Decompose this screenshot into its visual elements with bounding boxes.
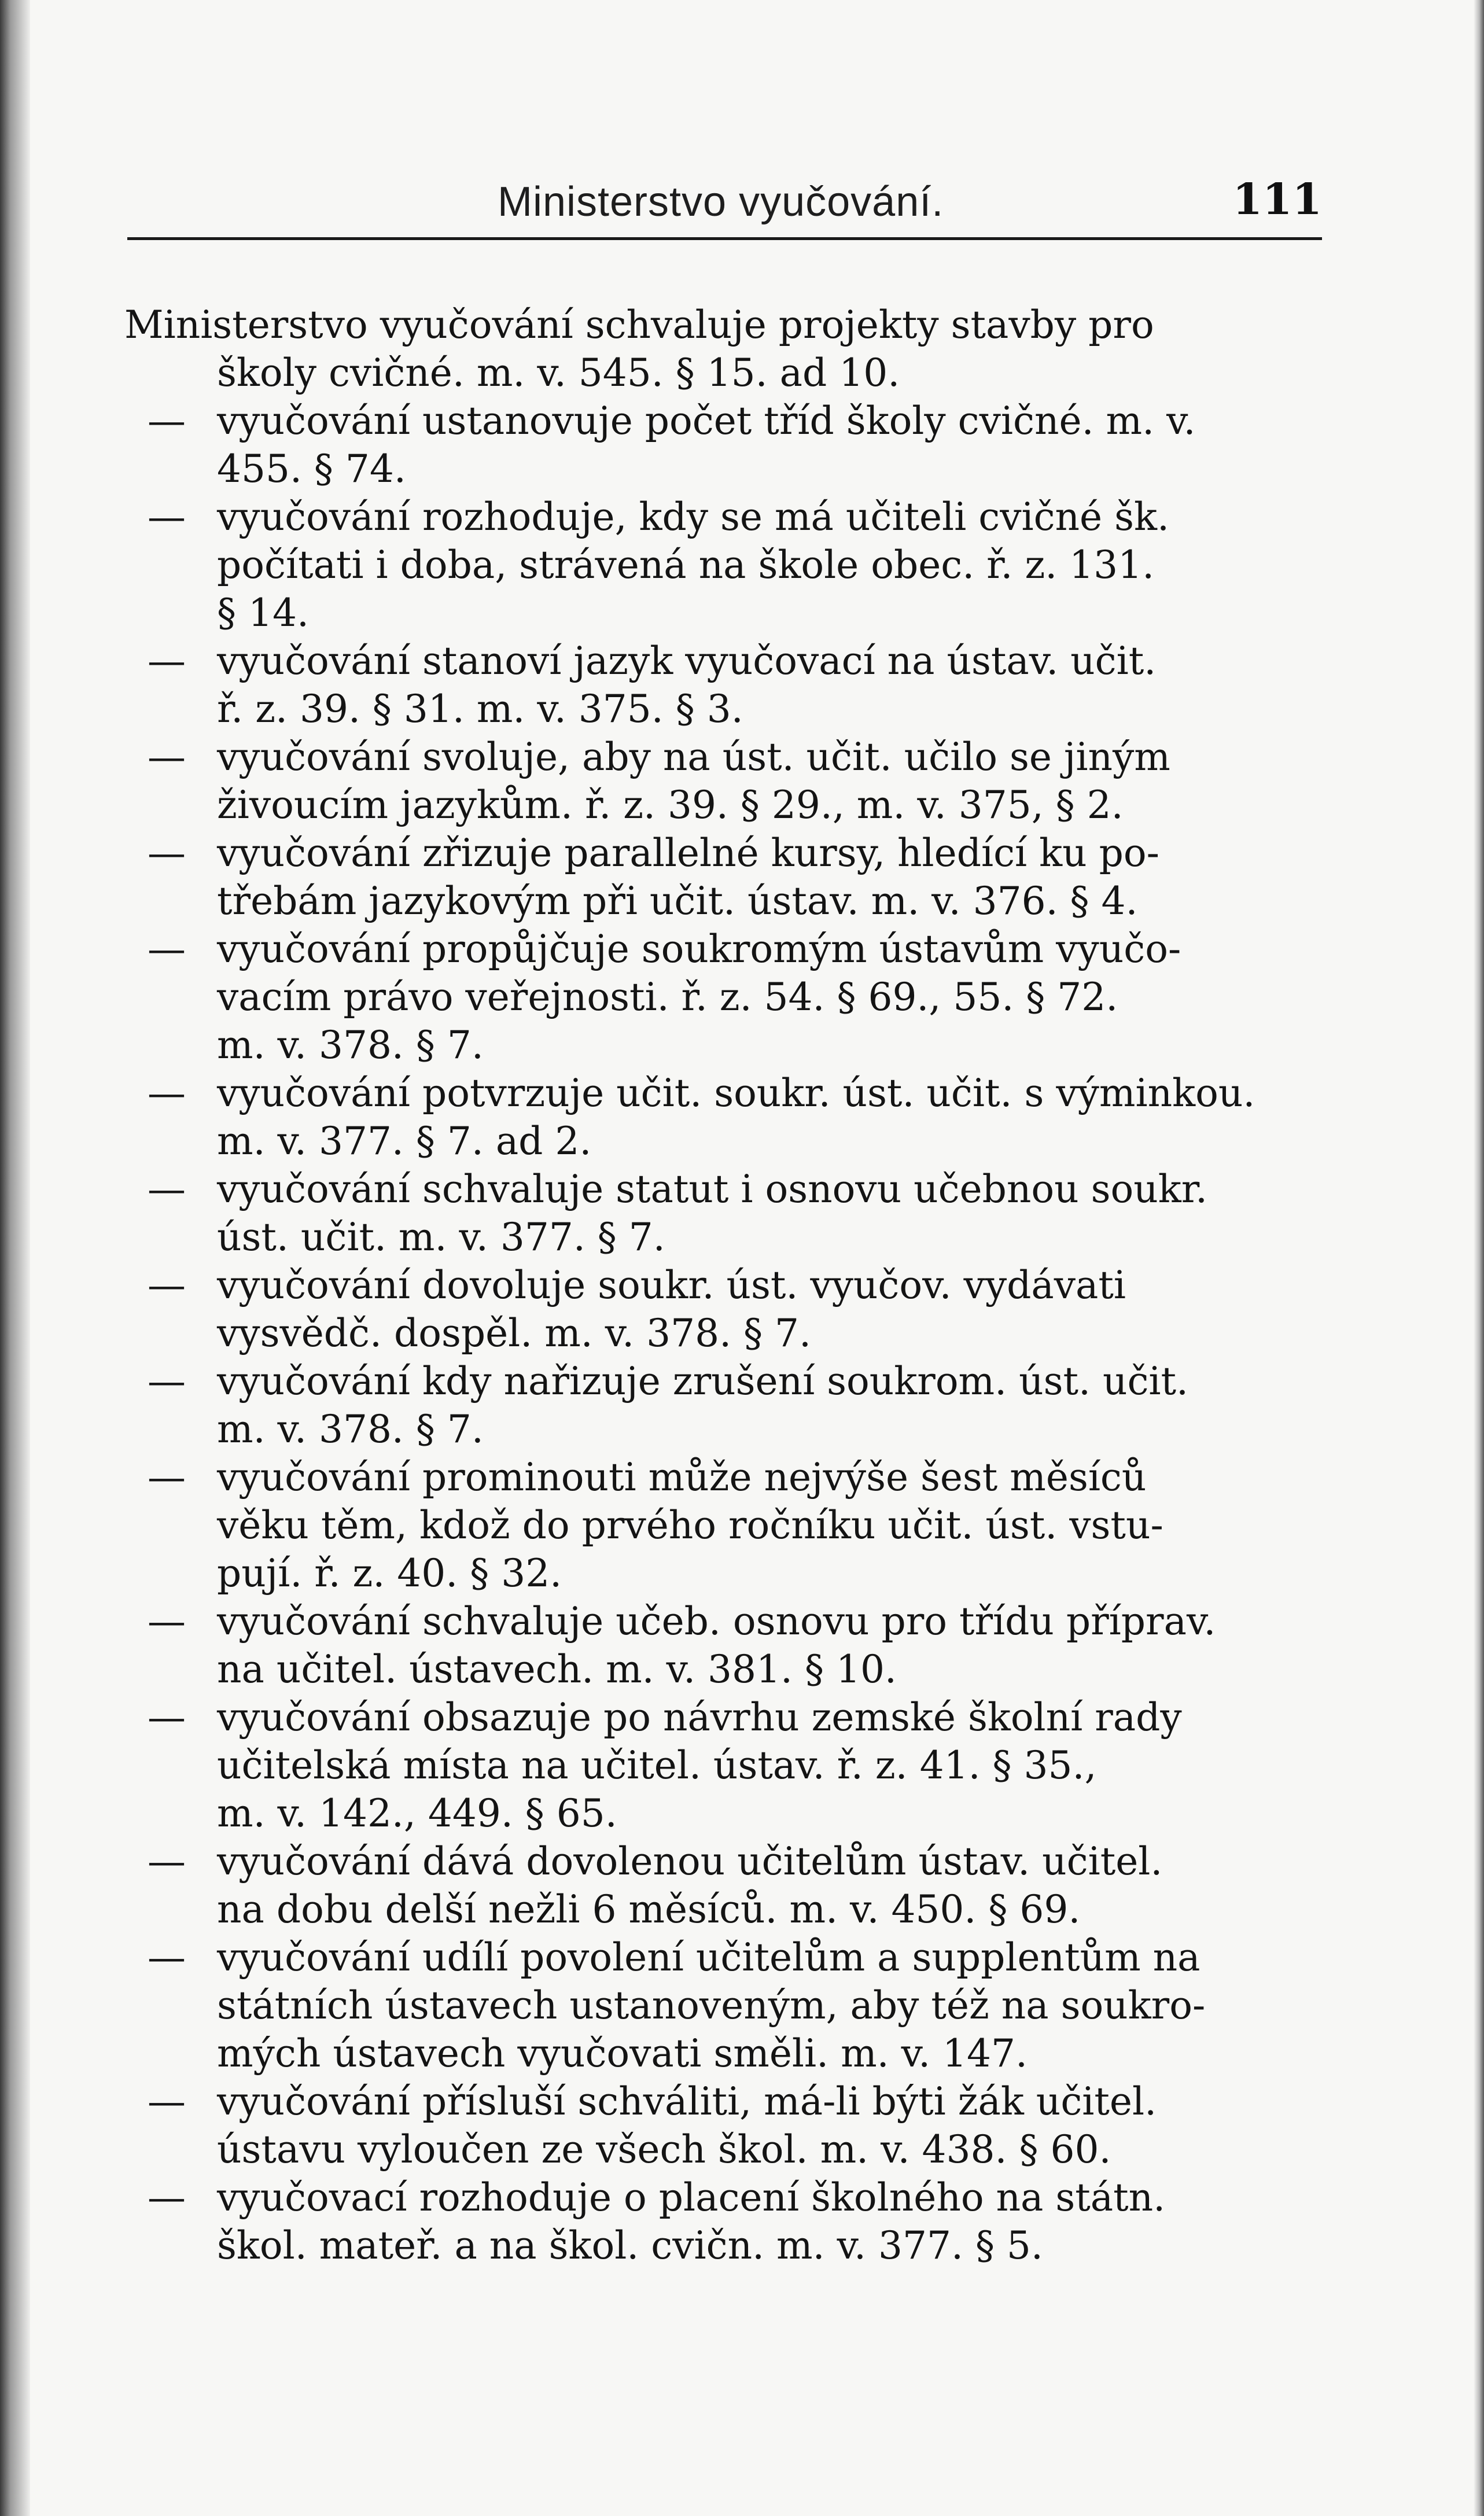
page-right-edge [1474, 0, 1484, 2516]
entry-line: vyučování dovoluje soukr. úst. vyučov. vydávati [217, 1263, 1126, 1307]
entry-line: § 14. [217, 591, 309, 635]
index-entries [124, 301, 1328, 2270]
entry-dash: — [148, 1167, 186, 1211]
index-entry [124, 829, 1328, 925]
entry-line: vyučování zřizuje parallelné kursy, hledící ku po- [217, 831, 1159, 875]
entry-dash: — [148, 1359, 186, 1403]
index-entry [124, 1837, 1328, 1933]
entry-line: vyučování ustanovuje počet tříd školy cvičné. m. v. [217, 399, 1196, 443]
running-header [127, 174, 1322, 243]
entry-line: státních ústavech ustanoveným, aby též na soukro- [217, 1983, 1206, 2028]
page-left-edge [0, 0, 30, 2516]
entry-line: škol. mateř. a na škol. cvičn. m. v. 377. § 5. [217, 2223, 1043, 2268]
index-entry [124, 1693, 1328, 1837]
entry-line: počítati i doba, strávená na škole obec. ř. z. 131. [217, 543, 1155, 587]
entry-dash: — [148, 399, 186, 443]
entry-line: vyučování propůjčuje soukromým ústavům vyučo- [217, 927, 1181, 971]
index-entry [124, 1165, 1328, 1261]
entry-dash: — [148, 495, 186, 539]
entry-dash: — [148, 2175, 186, 2220]
entry-line: učitelská místa na učitel. ústav. ř. z. 41. § 35., [217, 1743, 1097, 1788]
entry-line: školy cvičné. m. v. 545. § 15. ad 10. [217, 351, 900, 395]
entry-dash: — [148, 1935, 186, 1980]
page-number: 111 [1232, 175, 1322, 224]
index-entry [124, 2174, 1328, 2270]
entry-line: na učitel. ústavech. m. v. 381. § 10. [217, 1647, 897, 1692]
entry-line: vacím právo veřejnosti. ř. z. 54. § 69., 55. § 72. [217, 975, 1118, 1019]
entry-line: vyučování udílí povolení učitelům a supplentům na [217, 1935, 1201, 1980]
index-entry [124, 1357, 1328, 1453]
index-entry [124, 2077, 1328, 2174]
index-entry [124, 1261, 1328, 1357]
entry-line: živoucím jazykům. ř. z. 39. § 29., m. v. 375, § 2. [217, 783, 1124, 827]
entry-line: m. v. 377. § 7. ad 2. [217, 1119, 592, 1163]
entry-line: mých ústavech vyučovati směli. m. v. 147. [217, 2031, 1028, 2076]
entry-line: vysvědč. dospěl. m. v. 378. § 7. [217, 1311, 812, 1355]
running-title: Ministerstvo vyučování. [498, 179, 944, 225]
entry-line: m. v. 142., 449. § 65. [217, 1791, 617, 1836]
index-entry [124, 925, 1328, 1069]
entry-dash: — [148, 1599, 186, 1644]
entry-dash: — [148, 1455, 186, 1500]
entry-line: m. v. 378. § 7. [217, 1407, 484, 1452]
entry-line: vyučovací rozhoduje o placení školného na státn. [217, 2175, 1166, 2220]
entry-line: m. v. 378. § 7. [217, 1023, 484, 1067]
entry-line: vyučování potvrzuje učit. soukr. úst. učit. s výminkou. [217, 1071, 1255, 1115]
entry-dash: — [148, 1695, 186, 1740]
entry-line: třebám jazykovým při učit. ústav. m. v. 376. § 4. [217, 879, 1138, 923]
entry-line: pují. ř. z. 40. § 32. [217, 1551, 562, 1596]
entry-line: vyučování kdy nařizuje zrušení soukrom. úst. učit. [217, 1359, 1189, 1403]
index-entry [124, 637, 1328, 733]
entry-line: vyučování schvaluje statut i osnovu učebnou soukr. [217, 1167, 1207, 1211]
index-entry [124, 1933, 1328, 2077]
index-entry [124, 493, 1328, 637]
entry-dash: — [148, 735, 186, 779]
entry-line: vyučování obsazuje po návrhu zemské školní rady [217, 1695, 1182, 1740]
entry-dash: — [148, 2079, 186, 2124]
entry-line: věku těm, kdož do prvého ročníku učit. úst. vstu- [217, 1503, 1163, 1548]
index-entry [124, 301, 1328, 397]
index-entry [124, 1597, 1328, 1693]
entry-line: na dobu delší nežli 6 měsíců. m. v. 450. § 69. [217, 1887, 1081, 1932]
entry-dash: — [148, 927, 186, 971]
entry-line: vyučování svoluje, aby na úst. učit. učilo se jiným [217, 735, 1170, 779]
index-entry [124, 1069, 1328, 1165]
index-entry [124, 1453, 1328, 1597]
entry-line: vyučování dává dovolenou učitelům ústav. učitel. [217, 1839, 1163, 1884]
entry-line: vyučování rozhoduje, kdy se má učiteli cvičné šk. [217, 495, 1169, 539]
entry-dash: — [148, 1071, 186, 1115]
index-entry [124, 397, 1328, 493]
entry-line: vyučování stanoví jazyk vyučovací na ústav. učit. [217, 639, 1157, 683]
index-entry [124, 733, 1328, 829]
entry-dash: — [148, 639, 186, 683]
entry-line: ř. z. 39. § 31. m. v. 375. § 3. [217, 687, 743, 731]
entry-line: vyučování přísluší schváliti, má-li býti žák učitel. [217, 2079, 1157, 2124]
entry-line: Ministerstvo vyučování schvaluje projekty stavby pro [124, 303, 1154, 347]
entry-line: vyučování prominouti může nejvýše šest měsíců [217, 1455, 1147, 1500]
entry-line: vyučování schvaluje učeb. osnovu pro třídu příprav. [217, 1599, 1216, 1644]
entry-line: úst. učit. m. v. 377. § 7. [217, 1215, 665, 1259]
entry-dash: — [148, 1263, 186, 1307]
entry-dash: — [148, 1839, 186, 1884]
header-rule [127, 237, 1322, 240]
entry-line: ústavu vyloučen ze všech škol. m. v. 438. § 60. [217, 2127, 1111, 2172]
entry-dash: — [148, 831, 186, 875]
entry-line: 455. § 74. [217, 447, 406, 491]
